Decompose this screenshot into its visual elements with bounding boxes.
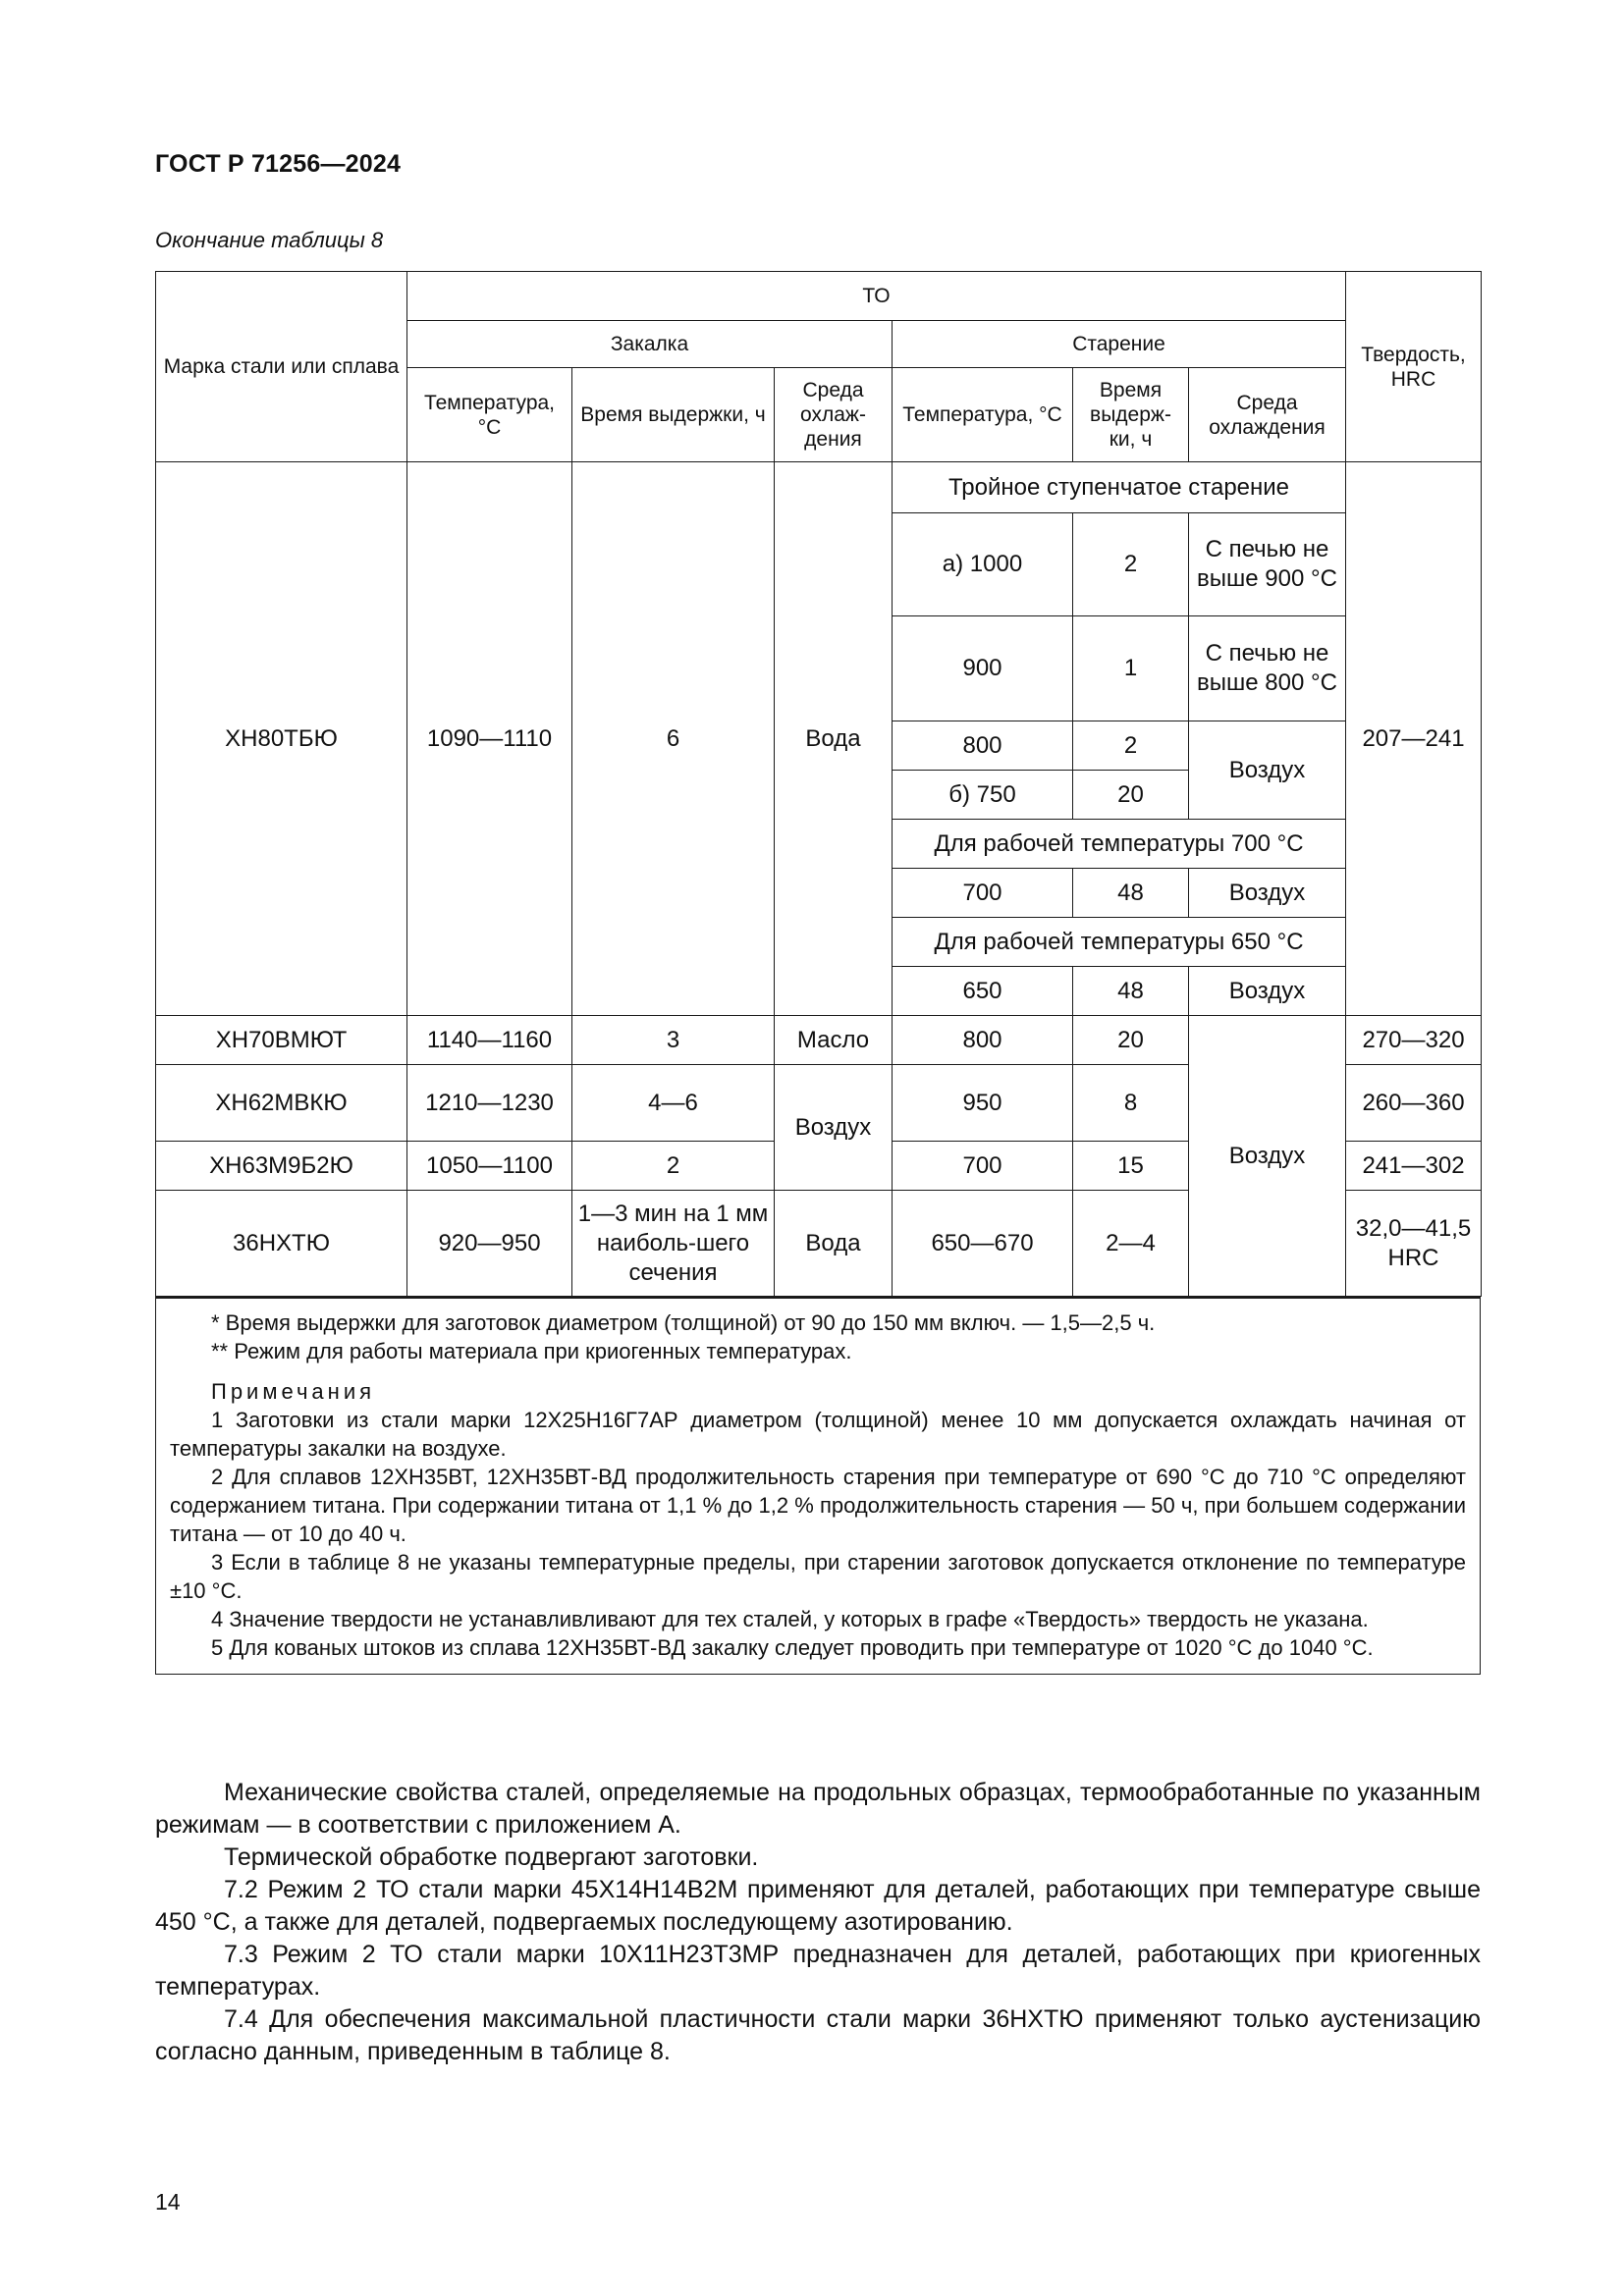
xn80-r3-temp: 800 <box>893 721 1073 771</box>
paragraph: 7.2 Режим 2 ТО стали марки 45Х14Н14В2М применяют для деталей, работающих при температуре свыше 450 °С, а также для деталей, подвергаемых последующему азотированию. <box>155 1876 1481 1936</box>
xn80-r6-medium: Воздух <box>1189 967 1346 1016</box>
row-hardness: 32,0—41,5 HRC <box>1346 1191 1482 1297</box>
paragraph: Механические свойства сталей, определяемые на продольных образцах, термообработанные по указанным режимам — в соответствии с приложением А. <box>155 1779 1481 1839</box>
xn80-r2-temp: 900 <box>893 616 1073 721</box>
footnote-2: ** Режим для работы материала при криогенных температурах. <box>211 1339 852 1363</box>
xn80-r34-medium: Воздух <box>1189 721 1346 820</box>
xn80-grade: ХН80ТБЮ <box>156 462 407 1016</box>
paragraph: Термической обработке подвергают заготовки. <box>224 1843 759 1871</box>
col-header-quench-time: Время выдержки, ч <box>572 368 775 462</box>
xn80-r5-temp: 700 <box>893 869 1073 918</box>
table-notes <box>155 1296 1481 1675</box>
notes-title: Примечания <box>211 1379 376 1404</box>
row-hardness: 260—360 <box>1346 1065 1482 1142</box>
col-header-quench-temp: Температура, °С <box>407 368 572 462</box>
row-quench-temp: 920—950 <box>407 1191 572 1297</box>
footnote-1: * Время выдержки для заготовок диаметром (толщиной) от 90 до 150 мм включ. — 1,5—2,5 ч. <box>211 1310 1156 1335</box>
xn80-r1-medium: С печью не выше 900 °С <box>1189 513 1346 616</box>
xn80-r6-time: 48 <box>1073 967 1189 1016</box>
col-header-aging: Старение <box>893 321 1346 368</box>
row-grade: ХН62МВКЮ <box>156 1065 407 1142</box>
note-3: 3 Если в таблице 8 не указаны температурные пределы, при старении заготовок допускается отклонение по температуре ±10 °С. <box>170 1550 1466 1603</box>
xn80-r4-time: 20 <box>1073 771 1189 820</box>
body-text <box>155 1777 1481 2068</box>
row-hardness: 241—302 <box>1346 1142 1482 1191</box>
row-aging-time: 15 <box>1073 1142 1189 1191</box>
row-hardness: 270—320 <box>1346 1016 1482 1065</box>
row-quench-temp: 1050—1100 <box>407 1142 572 1191</box>
row-quench-time: 2 <box>572 1142 775 1191</box>
merged-aging-medium: Воздух <box>1189 1016 1346 1297</box>
row-aging-temp: 800 <box>893 1016 1073 1065</box>
row-quench-time: 1—3 мин на 1 мм наиболь-шего сечения <box>572 1191 775 1297</box>
note-2: 2 Для сплавов 12ХН35ВТ, 12ХН35ВТ-ВД продолжительность старения при температуре от 690 °С до 710 °С определяют содержанием титана. При содержании титана от 1,1 % до 1,2 % продолжительность старения — 50 ч, при большем содержании титана — от 10 до 40 ч. <box>170 1465 1466 1546</box>
row-quench-medium: Масло <box>775 1016 893 1065</box>
xn80-r5-medium: Воздух <box>1189 869 1346 918</box>
row-grade: ХН63М9Б2Ю <box>156 1142 407 1191</box>
note-4: 4 Значение твердости не устанавливливают для тех сталей, у которых в графе «Твердость» твердость не указана. <box>211 1607 1369 1631</box>
note-1: 1 Заготовки из стали марки 12Х25Н16Г7АР диаметром (толщиной) менее 10 мм допускается охлаждать начиная от температуры закалки на воздухе. <box>170 1408 1466 1461</box>
xn80-quench-medium: Вода <box>775 462 893 1016</box>
paragraph: 7.4 Для обеспечения максимальной пластичности стали марки 36НХТЮ применяют только аустенизацию согласно данным, приведенным в таблице 8. <box>155 2005 1481 2065</box>
row-quench-medium: Воздух <box>775 1065 893 1191</box>
xn80-r3-time: 2 <box>1073 721 1189 771</box>
xn80-r1-temp: а) 1000 <box>893 513 1073 616</box>
row-aging-temp: 650—670 <box>893 1191 1073 1297</box>
row-quench-time: 3 <box>572 1016 775 1065</box>
col-header-aging-time: Время выдерж-ки, ч <box>1073 368 1189 462</box>
xn80-r6-temp: 650 <box>893 967 1073 1016</box>
row-aging-temp: 950 <box>893 1065 1073 1142</box>
table-caption: Окончание таблицы 8 <box>155 228 384 252</box>
xn80-r2-medium: С печью не выше 800 °С <box>1189 616 1346 721</box>
row-aging-time: 8 <box>1073 1065 1189 1142</box>
standard-header: ГОСТ Р 71256—2024 <box>155 150 402 178</box>
xn80-quench-temp: 1090—1110 <box>407 462 572 1016</box>
col-header-grade: Марка стали или сплава <box>156 272 407 462</box>
row-grade: ХН70ВМЮТ <box>156 1016 407 1065</box>
row-quench-medium: Вода <box>775 1191 893 1297</box>
xn80-quench-time: 6 <box>572 462 775 1016</box>
row-grade: 36НХТЮ <box>156 1191 407 1297</box>
row-quench-temp: 1140—1160 <box>407 1016 572 1065</box>
row-aging-time: 20 <box>1073 1016 1189 1065</box>
xn80-r4-temp: б) 750 <box>893 771 1073 820</box>
col-header-aging-temp: Температура, °С <box>893 368 1073 462</box>
table-8 <box>155 271 1482 1297</box>
note-5: 5 Для кованых штоков из сплава 12ХН35ВТ-ВД закалку следует проводить при температуре от 1020 °С до 1040 °С. <box>211 1635 1374 1660</box>
table-8-container <box>155 271 1481 1675</box>
page-number: 14 <box>155 2189 181 2215</box>
row-quench-temp: 1210—1230 <box>407 1065 572 1142</box>
col-header-quench-medium: Среда охлаж-дения <box>775 368 893 462</box>
col-header-to: ТО <box>407 272 1346 321</box>
xn80-r5-time: 48 <box>1073 869 1189 918</box>
xn80-r2-time: 1 <box>1073 616 1189 721</box>
paragraph: 7.3 Режим 2 ТО стали марки 10Х11Н23Т3МР предназначен для деталей, работающих при криогенных температурах. <box>155 1941 1481 2001</box>
xn80-hardness: 207—241 <box>1346 462 1482 1016</box>
xn80-work650-label: Для рабочей температуры 650 °С <box>893 918 1346 967</box>
row-aging-temp: 700 <box>893 1142 1073 1191</box>
row-quench-time: 4—6 <box>572 1065 775 1142</box>
xn80-triple-aging: Тройное ступенчатое старение <box>893 462 1346 513</box>
xn80-work700-label: Для рабочей температуры 700 °С <box>893 820 1346 869</box>
col-header-hardness: Твердость, HRC <box>1346 272 1482 462</box>
col-header-quench: Закалка <box>407 321 893 368</box>
xn80-r1-time: 2 <box>1073 513 1189 616</box>
col-header-aging-medium: Среда охлаждения <box>1189 368 1346 462</box>
row-aging-time: 2—4 <box>1073 1191 1189 1297</box>
